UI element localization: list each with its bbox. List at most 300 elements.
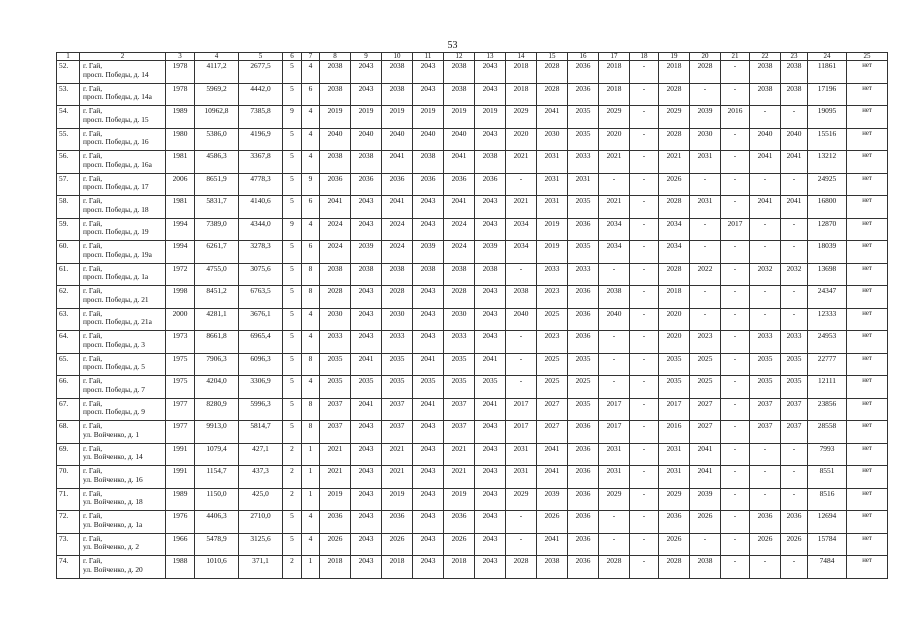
table-cell: 2024 xyxy=(320,218,351,241)
address-cell: г. Гай, ул. Войченко, д. 20 xyxy=(80,556,166,579)
column-number-8: 8 xyxy=(320,53,351,61)
table-cell: 4344,0 xyxy=(239,218,283,241)
table-cell: 2035 xyxy=(351,376,382,399)
table-cell: 2040 xyxy=(351,128,382,151)
table-cell: 2025 xyxy=(537,353,568,376)
table-cell: 8 xyxy=(302,286,320,309)
table-cell: 2036 xyxy=(568,331,599,354)
table-cell: - xyxy=(750,443,781,466)
table-cell: 2038 xyxy=(599,286,630,309)
table-cell: 2041 xyxy=(351,398,382,421)
table-cell: 2017 xyxy=(599,398,630,421)
table-cell: 2041 xyxy=(690,466,721,489)
table-cell: 5 xyxy=(283,61,302,84)
table-cell: - xyxy=(630,331,659,354)
table-cell: 8451,2 xyxy=(195,286,239,309)
table-cell: 2027 xyxy=(690,398,721,421)
table-cell: 1 xyxy=(302,488,320,511)
table-cell: 2031 xyxy=(537,196,568,219)
table-cell: 2021 xyxy=(444,466,475,489)
table-cell: 2038 xyxy=(690,556,721,579)
address-cell: г. Гай, просп. Победы, д. 16 xyxy=(80,128,166,151)
table-cell: 8651,9 xyxy=(195,173,239,196)
table-cell: - xyxy=(750,286,781,309)
table-cell: - xyxy=(781,286,808,309)
table-cell: - xyxy=(690,173,721,196)
status-cell: нет xyxy=(847,286,888,309)
table-cell: 2017 xyxy=(721,218,750,241)
table-cell: - xyxy=(630,466,659,489)
page-number: 53 xyxy=(447,40,458,51)
table-cell: 2021 xyxy=(382,466,413,489)
table-cell: 1978 xyxy=(166,61,195,84)
table-cell: 1991 xyxy=(166,443,195,466)
status-cell: нет xyxy=(847,376,888,399)
table-cell: 2041 xyxy=(537,106,568,129)
table-cell: 2043 xyxy=(475,83,506,106)
table-cell: 5 xyxy=(283,331,302,354)
table-cell: 2029 xyxy=(599,488,630,511)
table-cell: 2026 xyxy=(781,533,808,556)
table-cell: - xyxy=(630,173,659,196)
table-cell: - xyxy=(599,263,630,286)
table-cell: 2033 xyxy=(537,263,568,286)
table-cell: 5 xyxy=(283,398,302,421)
table-cell: 2040 xyxy=(382,128,413,151)
column-number-15: 15 xyxy=(537,53,568,61)
table-cell: - xyxy=(750,173,781,196)
table-cell: 2036 xyxy=(568,533,599,556)
table-cell: 2026 xyxy=(320,533,351,556)
table-cell: 1079,4 xyxy=(195,443,239,466)
table-cell: - xyxy=(781,466,808,489)
table-cell: 5 xyxy=(283,263,302,286)
table-row xyxy=(57,331,888,354)
table-cell: 2035 xyxy=(444,376,475,399)
table-cell: - xyxy=(506,331,537,354)
table-cell: 2019 xyxy=(444,106,475,129)
table-cell: 2019 xyxy=(351,106,382,129)
table-cell: 15784 xyxy=(808,533,847,556)
table-cell: 2035 xyxy=(382,353,413,376)
table-cell: - xyxy=(721,173,750,196)
table-cell: 2043 xyxy=(475,533,506,556)
table-cell: - xyxy=(630,241,659,264)
table-cell: 2021 xyxy=(599,151,630,174)
table-cell: 2019 xyxy=(537,241,568,264)
table-cell: 15516 xyxy=(808,128,847,151)
table-cell: 1 xyxy=(302,466,320,489)
table-cell: 2030 xyxy=(320,308,351,331)
table-cell: 9913,0 xyxy=(195,421,239,444)
table-row xyxy=(57,353,888,376)
table-cell: 2041 xyxy=(690,443,721,466)
table-cell: 2041 xyxy=(781,196,808,219)
table-cell: 3278,3 xyxy=(239,241,283,264)
table-cell: - xyxy=(690,241,721,264)
address-cell: г. Гай, просп. Победы, д. 16а xyxy=(80,151,166,174)
table-cell: 2038 xyxy=(506,286,537,309)
table-cell: 2018 xyxy=(444,556,475,579)
status-cell: нет xyxy=(847,443,888,466)
table-cell: 9 xyxy=(302,173,320,196)
table-cell: 7484 xyxy=(808,556,847,579)
table-row xyxy=(57,173,888,196)
row-number-cell: 57. xyxy=(57,173,80,196)
table-cell: 2043 xyxy=(413,511,444,534)
table-row xyxy=(57,556,888,579)
table-cell: 2032 xyxy=(781,263,808,286)
table-cell: - xyxy=(630,286,659,309)
table-cell: 2031 xyxy=(690,196,721,219)
table-cell: 2677,5 xyxy=(239,61,283,84)
table-cell: - xyxy=(630,376,659,399)
table-cell: 16800 xyxy=(808,196,847,219)
table-cell: 2025 xyxy=(568,376,599,399)
table-cell: - xyxy=(599,353,630,376)
table-cell: 18039 xyxy=(808,241,847,264)
table-row xyxy=(57,533,888,556)
table-cell: 2038 xyxy=(750,83,781,106)
table-cell: 2037 xyxy=(444,421,475,444)
table-cell: 9 xyxy=(283,106,302,129)
table-cell: 12870 xyxy=(808,218,847,241)
table-cell: 6763,5 xyxy=(239,286,283,309)
table-cell: 2017 xyxy=(659,398,690,421)
table-cell: 1991 xyxy=(166,466,195,489)
table-cell: - xyxy=(690,308,721,331)
table-cell: 2036 xyxy=(444,511,475,534)
table-cell: 2043 xyxy=(413,83,444,106)
table-cell: 9 xyxy=(283,218,302,241)
table-cell: 6 xyxy=(302,241,320,264)
table-cell: 2018 xyxy=(382,556,413,579)
table-cell: 22777 xyxy=(808,353,847,376)
address-cell: г. Гай, ул. Войченко, д. 18 xyxy=(80,488,166,511)
table-cell: 2025 xyxy=(690,376,721,399)
table-cell: 2043 xyxy=(351,308,382,331)
table-cell: 2020 xyxy=(659,331,690,354)
row-number-cell: 67. xyxy=(57,398,80,421)
table-cell: 2018 xyxy=(320,556,351,579)
table-cell: 2036 xyxy=(781,511,808,534)
table-cell: 2029 xyxy=(659,488,690,511)
table-row xyxy=(57,241,888,264)
table-cell: 2031 xyxy=(506,443,537,466)
table-cell: 2037 xyxy=(444,398,475,421)
table-cell: 2028 xyxy=(506,556,537,579)
table-cell: - xyxy=(599,533,630,556)
column-number-2: 2 xyxy=(80,53,166,61)
table-cell: 2028 xyxy=(659,556,690,579)
table-cell: 2021 xyxy=(506,151,537,174)
table-cell: 2026 xyxy=(659,173,690,196)
table-cell: 2043 xyxy=(351,466,382,489)
table-cell: 2038 xyxy=(444,61,475,84)
table-cell: 24953 xyxy=(808,331,847,354)
table-cell: 2038 xyxy=(351,263,382,286)
table-cell: 2041 xyxy=(475,398,506,421)
table-cell: 2038 xyxy=(537,556,568,579)
table-cell: 5 xyxy=(283,533,302,556)
table-cell: 5 xyxy=(283,241,302,264)
table-cell: 5969,2 xyxy=(195,83,239,106)
status-cell: нет xyxy=(847,173,888,196)
table-cell: - xyxy=(750,106,781,129)
table-cell: 2035 xyxy=(750,353,781,376)
table-cell: 2036 xyxy=(568,286,599,309)
table-row xyxy=(57,83,888,106)
table-cell: 2025 xyxy=(537,308,568,331)
table-cell: 4 xyxy=(302,376,320,399)
table-row xyxy=(57,263,888,286)
table-row xyxy=(57,61,888,84)
address-cell: г. Гай, просп. Победы, д. 19а xyxy=(80,241,166,264)
table-cell: 2020 xyxy=(659,308,690,331)
table-cell: 2036 xyxy=(382,511,413,534)
table-cell: - xyxy=(630,218,659,241)
table-cell: 2040 xyxy=(413,128,444,151)
table-cell: 4586,3 xyxy=(195,151,239,174)
table-cell: 4406,3 xyxy=(195,511,239,534)
status-cell: нет xyxy=(847,533,888,556)
table-cell: 2041 xyxy=(382,196,413,219)
table-cell: 1981 xyxy=(166,151,195,174)
table-cell: 2029 xyxy=(506,106,537,129)
table-cell: - xyxy=(781,218,808,241)
table-cell: 2019 xyxy=(444,488,475,511)
table-cell: 2043 xyxy=(351,488,382,511)
table-cell: 2043 xyxy=(475,443,506,466)
table-cell: - xyxy=(721,331,750,354)
table-cell: 2029 xyxy=(659,106,690,129)
table-cell: 2021 xyxy=(444,443,475,466)
table-cell: - xyxy=(506,173,537,196)
table-cell: 2037 xyxy=(320,398,351,421)
table-cell: - xyxy=(506,353,537,376)
table-row xyxy=(57,443,888,466)
table-cell: 2038 xyxy=(413,151,444,174)
table-cell: 5386,0 xyxy=(195,128,239,151)
table-cell: 2040 xyxy=(599,308,630,331)
table-cell: 2030 xyxy=(690,128,721,151)
table-cell: - xyxy=(630,398,659,421)
table-cell: 2027 xyxy=(537,421,568,444)
column-number-12: 12 xyxy=(444,53,475,61)
table-cell: 2035 xyxy=(320,376,351,399)
table-cell: - xyxy=(781,556,808,579)
table-cell: 5478,9 xyxy=(195,533,239,556)
table-cell: 2022 xyxy=(690,263,721,286)
table-row xyxy=(57,106,888,129)
table-cell: 5 xyxy=(283,196,302,219)
table-cell: 2038 xyxy=(444,83,475,106)
table-cell: 2040 xyxy=(444,128,475,151)
table-cell: 5 xyxy=(283,376,302,399)
row-number-cell: 70. xyxy=(57,466,80,489)
table-cell: 2035 xyxy=(568,106,599,129)
table-cell: 2 xyxy=(283,488,302,511)
table-cell: 2027 xyxy=(690,421,721,444)
row-number-cell: 73. xyxy=(57,533,80,556)
table-cell: 2036 xyxy=(568,218,599,241)
table-cell: 2037 xyxy=(382,398,413,421)
column-number-5: 5 xyxy=(239,53,283,61)
table-cell: 2019 xyxy=(320,106,351,129)
table-cell: 2019 xyxy=(475,106,506,129)
column-number-9: 9 xyxy=(351,53,382,61)
table-cell: - xyxy=(721,353,750,376)
status-cell: нет xyxy=(847,421,888,444)
table-cell: 2036 xyxy=(351,173,382,196)
table-cell: 3075,6 xyxy=(239,263,283,286)
table-cell: 2043 xyxy=(413,286,444,309)
table-cell: - xyxy=(506,376,537,399)
table-cell: - xyxy=(781,241,808,264)
table-cell: 2024 xyxy=(444,241,475,264)
table-row xyxy=(57,511,888,534)
column-number-17: 17 xyxy=(599,53,630,61)
table-cell: 5 xyxy=(283,421,302,444)
table-cell: 2041 xyxy=(382,151,413,174)
table-cell: 2016 xyxy=(721,106,750,129)
table-cell: 2038 xyxy=(320,151,351,174)
table-cell: 427,1 xyxy=(239,443,283,466)
column-number-11: 11 xyxy=(413,53,444,61)
table-cell: - xyxy=(599,331,630,354)
table-cell: 2025 xyxy=(537,376,568,399)
table-cell: - xyxy=(630,556,659,579)
table-cell: 1150,0 xyxy=(195,488,239,511)
table-cell: 2037 xyxy=(781,398,808,421)
table-cell: 2041 xyxy=(537,443,568,466)
table-cell: 4 xyxy=(302,218,320,241)
table-cell: 2043 xyxy=(351,83,382,106)
table-cell: 2036 xyxy=(413,173,444,196)
table-cell: 8661,8 xyxy=(195,331,239,354)
table-cell: 2038 xyxy=(781,61,808,84)
table-cell: 2023 xyxy=(690,331,721,354)
table-cell: 2019 xyxy=(382,488,413,511)
table-cell: 2037 xyxy=(320,421,351,444)
table-cell: - xyxy=(690,286,721,309)
table-cell: 2043 xyxy=(413,556,444,579)
table-cell: 10962,8 xyxy=(195,106,239,129)
table-cell: 2039 xyxy=(475,241,506,264)
table-cell: - xyxy=(630,106,659,129)
table-cell: 5831,7 xyxy=(195,196,239,219)
table-cell: 2041 xyxy=(444,196,475,219)
table-cell: 2028 xyxy=(382,286,413,309)
row-number-cell: 61. xyxy=(57,263,80,286)
table-cell: 2043 xyxy=(413,443,444,466)
table-cell: 2036 xyxy=(444,173,475,196)
table-cell: - xyxy=(721,398,750,421)
table-cell: 2040 xyxy=(506,308,537,331)
table-cell: 1976 xyxy=(166,511,195,534)
table-cell: 2036 xyxy=(320,511,351,534)
table-cell: 5996,3 xyxy=(239,398,283,421)
table-cell: 4 xyxy=(302,308,320,331)
table-cell: 2035 xyxy=(475,376,506,399)
table-cell: 8 xyxy=(302,263,320,286)
table-cell: 2043 xyxy=(351,533,382,556)
table-cell: 2043 xyxy=(475,308,506,331)
table-cell: 2024 xyxy=(382,241,413,264)
table-cell: 2028 xyxy=(444,286,475,309)
table-cell: 2043 xyxy=(475,331,506,354)
table-cell: - xyxy=(721,421,750,444)
table-cell: 7385,8 xyxy=(239,106,283,129)
table-cell: 17196 xyxy=(808,83,847,106)
status-cell: нет xyxy=(847,106,888,129)
table-cell: 2 xyxy=(283,556,302,579)
table-cell: 6096,3 xyxy=(239,353,283,376)
table-cell: 2018 xyxy=(659,286,690,309)
table-cell: 2043 xyxy=(413,218,444,241)
table-cell: 1977 xyxy=(166,421,195,444)
table-cell: 2043 xyxy=(413,488,444,511)
table-cell: - xyxy=(721,151,750,174)
row-number-cell: 60. xyxy=(57,241,80,264)
table-cell: 2040 xyxy=(750,128,781,151)
status-cell: нет xyxy=(847,556,888,579)
table-cell: 3306,9 xyxy=(239,376,283,399)
table-cell: 1988 xyxy=(166,556,195,579)
row-number-cell: 64. xyxy=(57,331,80,354)
table-cell: 2006 xyxy=(166,173,195,196)
table-cell: 2038 xyxy=(475,151,506,174)
table-row xyxy=(57,398,888,421)
table-cell: 2031 xyxy=(506,466,537,489)
table-cell: 2041 xyxy=(475,353,506,376)
table-cell: 2043 xyxy=(413,331,444,354)
table-cell: 1980 xyxy=(166,128,195,151)
table-cell: 1973 xyxy=(166,331,195,354)
table-cell: 12333 xyxy=(808,308,847,331)
table-cell: 2038 xyxy=(413,263,444,286)
table-cell: 2035 xyxy=(444,353,475,376)
table-cell: 2039 xyxy=(537,488,568,511)
table-cell: 2043 xyxy=(351,286,382,309)
table-cell: 2029 xyxy=(506,488,537,511)
table-cell: 2036 xyxy=(750,511,781,534)
row-number-cell: 59. xyxy=(57,218,80,241)
table-cell: 2035 xyxy=(568,353,599,376)
table-cell: 4755,0 xyxy=(195,263,239,286)
table-cell: 2035 xyxy=(413,376,444,399)
table-cell: 2037 xyxy=(382,421,413,444)
table-cell: 2031 xyxy=(599,443,630,466)
address-cell: г. Гай, просп. Победы, д. 15 xyxy=(80,106,166,129)
status-cell: нет xyxy=(847,331,888,354)
table-cell: - xyxy=(750,466,781,489)
row-number-cell: 71. xyxy=(57,488,80,511)
table-cell: - xyxy=(630,533,659,556)
status-cell: нет xyxy=(847,241,888,264)
table-cell: 7906,3 xyxy=(195,353,239,376)
table-cell: 2028 xyxy=(659,196,690,219)
address-cell: г. Гай, просп. Победы, д. 18 xyxy=(80,196,166,219)
table-cell: 2031 xyxy=(659,466,690,489)
table-cell: - xyxy=(721,376,750,399)
capital-repair-table xyxy=(56,52,888,579)
status-cell: нет xyxy=(847,61,888,84)
row-number-cell: 53. xyxy=(57,83,80,106)
table-cell: 1981 xyxy=(166,196,195,219)
table-cell: 2043 xyxy=(475,556,506,579)
table-cell: - xyxy=(750,308,781,331)
